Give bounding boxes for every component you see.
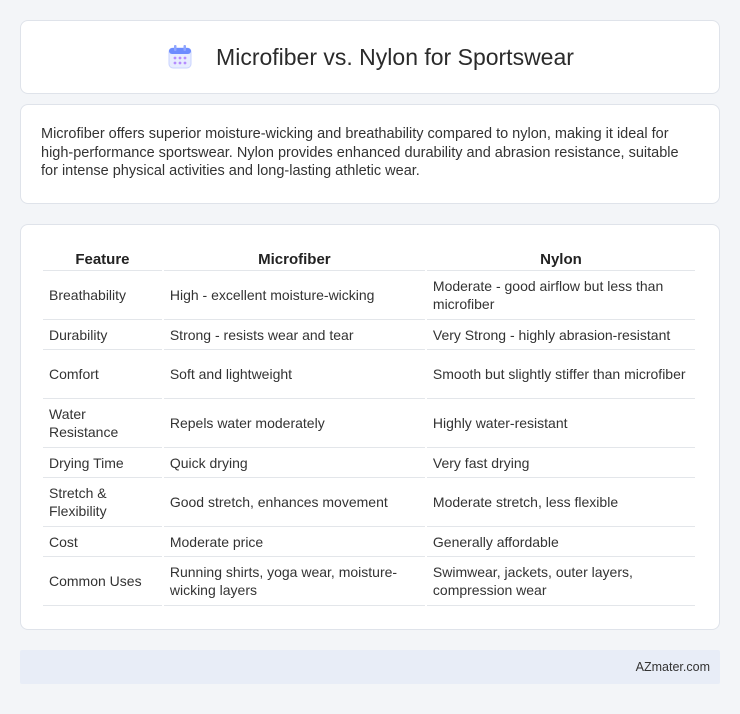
feature-cell: Drying Time	[43, 448, 162, 478]
table-row	[43, 320, 695, 350]
microfiber-cell: Repels water moderately	[164, 399, 425, 448]
nylon-cell: Very fast drying	[427, 448, 695, 478]
header-feature: Feature	[43, 245, 162, 271]
table-row	[43, 478, 695, 527]
nylon-cell: Highly water-resistant	[427, 399, 695, 448]
header-microfiber: Microfiber	[164, 245, 425, 271]
feature-cell: Breathability	[43, 271, 162, 320]
table-row	[43, 527, 695, 557]
title-card	[20, 20, 720, 94]
table-row	[43, 350, 695, 399]
footer	[20, 650, 720, 684]
table-header-row	[43, 245, 695, 271]
comparison-table	[41, 245, 697, 606]
microfiber-cell: Running shirts, yoga wear, moisture-wicking layers	[164, 557, 425, 606]
table-row	[43, 557, 695, 606]
feature-cell: Stretch & Flexibility	[43, 478, 162, 527]
microfiber-cell: Quick drying	[164, 448, 425, 478]
microfiber-cell: Strong - resists wear and tear	[164, 320, 425, 350]
page-title: Microfiber vs. Nylon for Sportswear	[216, 43, 574, 70]
feature-cell: Common Uses	[43, 557, 162, 606]
feature-cell: Comfort	[43, 350, 162, 399]
nylon-cell: Swimwear, jackets, outer layers, compression wear	[427, 557, 695, 606]
table-row	[43, 399, 695, 448]
table-row	[43, 448, 695, 478]
intro-text: Microfiber offers superior moisture-wicking and breathability compared to nylon, making it ideal for high-performance sportswear. Nylon provides enhanced durability and abrasion resistance, suitable for intense physical activities and long-lasting athletic wear.	[41, 126, 679, 179]
microfiber-cell: Moderate price	[164, 527, 425, 557]
intro-card	[20, 104, 720, 204]
footer-site-link[interactable]: AZmater.com	[635, 660, 710, 674]
nylon-cell: Very Strong - highly abrasion-resistant	[427, 320, 695, 350]
nylon-cell: Moderate stretch, less flexible	[427, 478, 695, 527]
feature-cell: Durability	[43, 320, 162, 350]
header-nylon: Nylon	[427, 245, 695, 271]
microfiber-cell: Good stretch, enhances movement	[164, 478, 425, 527]
microfiber-cell: Soft and lightweight	[164, 350, 425, 399]
comparison-table-card	[20, 224, 720, 630]
table-row	[43, 271, 695, 320]
calendar-icon	[166, 43, 194, 71]
feature-cell: Cost	[43, 527, 162, 557]
nylon-cell: Generally affordable	[427, 527, 695, 557]
nylon-cell: Moderate - good airflow but less than microfiber	[427, 271, 695, 320]
feature-cell: Water Resistance	[43, 399, 162, 448]
nylon-cell: Smooth but slightly stiffer than microfiber	[427, 350, 695, 399]
microfiber-cell: High - excellent moisture-wicking	[164, 271, 425, 320]
